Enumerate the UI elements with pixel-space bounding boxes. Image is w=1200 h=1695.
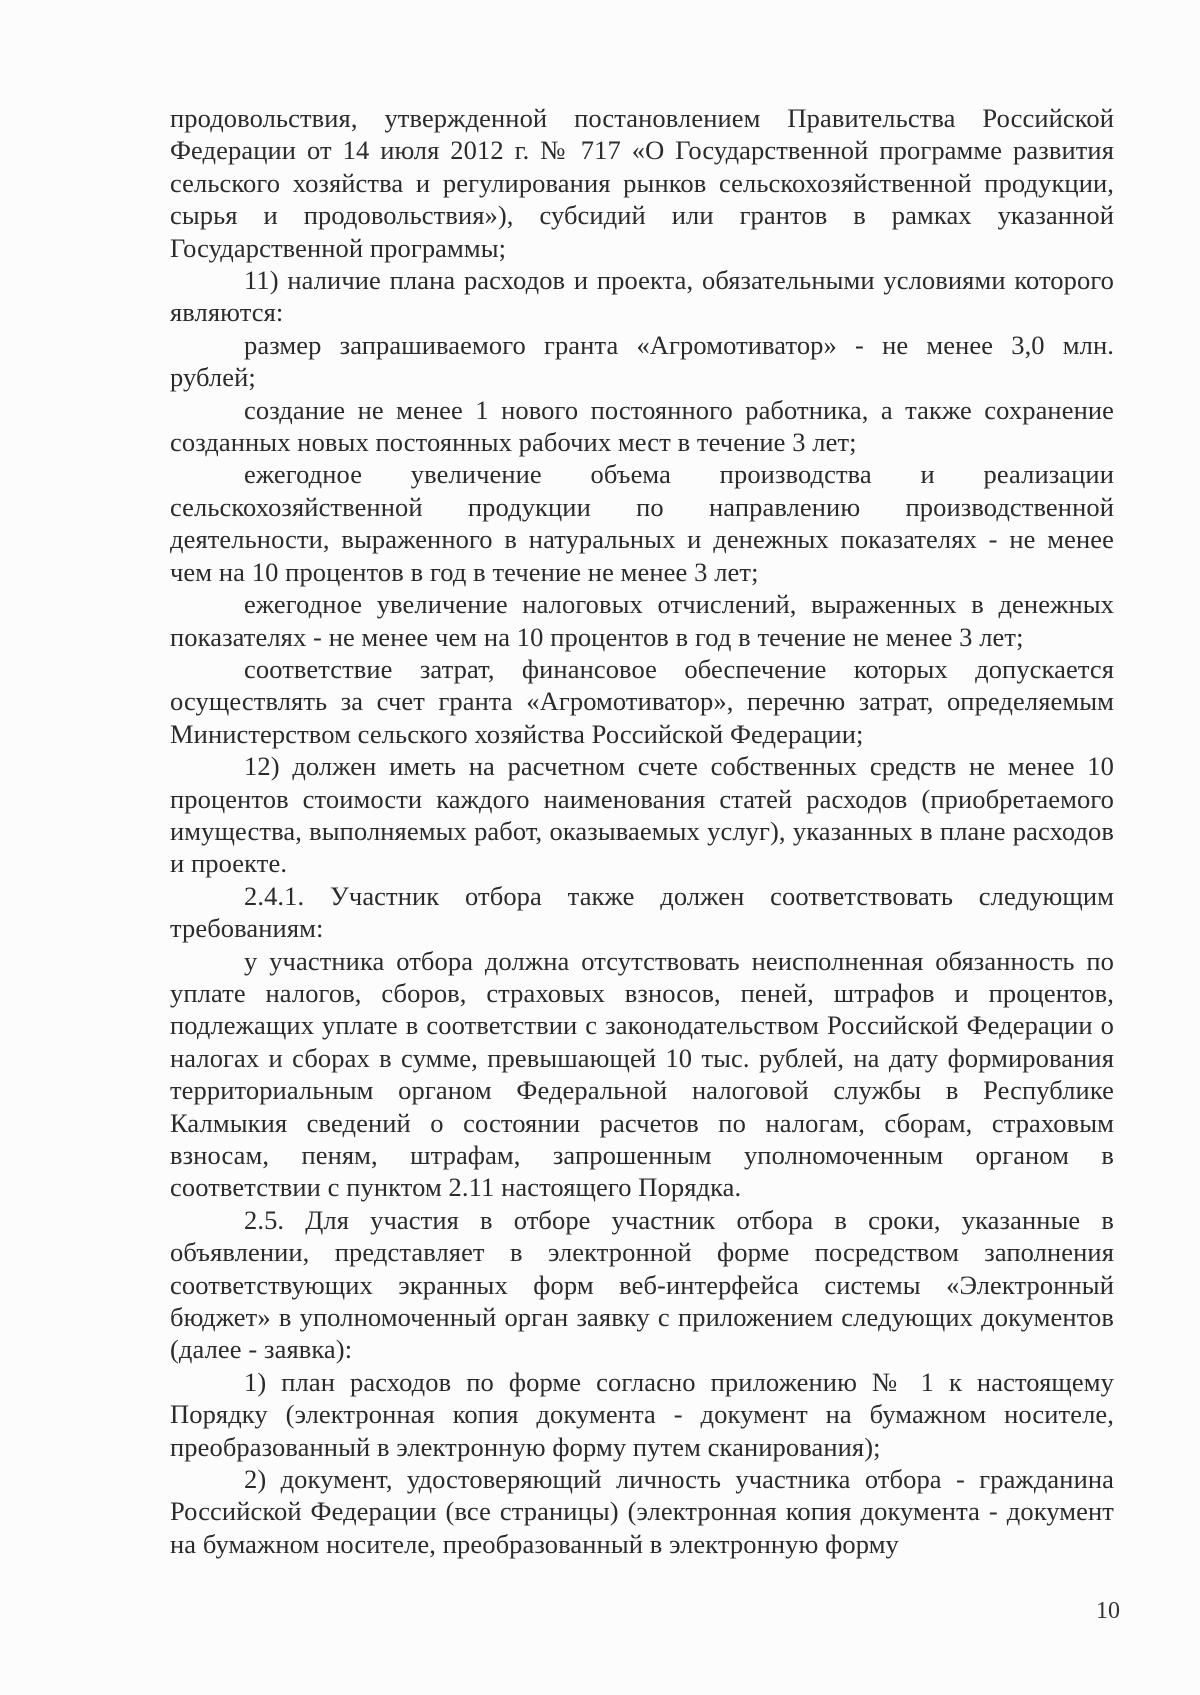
paragraph: продовольствия, утвержденной постановлением Правительства Российской Федерации от 14 июля 2012 г. № 717 «О Государственной программе развития сельского хозяйства и регулирования рынков сельскохозяйственной продукции, сырья и продовольствия»), субсидий или грантов в рамках указанной Государственной программы; xyxy=(170,103,1114,263)
paragraph: 2.5. Для участия в отборе участник отбора в сроки, указанные в объявлении, представляет в электронной форме посредством заполнения соответствующих экранных форм веб-интерфейса системы «Электронный бюджет» в уполномоченный орган заявку с приложением следующих документов (далее - заявка): xyxy=(170,1204,1114,1365)
paragraph: создание не менее 1 нового постоянного работника, а также сохранение созданных новых постоянных рабочих мест в течение 3 лет; xyxy=(170,394,1114,458)
paragraph: ежегодное увеличение объема производства и реализации сельскохозяйственной продукции по направлению производственной деятельности, выраженного в натуральных и денежных показателях - не менее чем на 10 процентов в год в течение не менее 3 лет; xyxy=(170,459,1114,587)
paragraph: соответствие затрат, финансовое обеспечение которых допускается осуществлять за счет гранта «Агромотиватор», перечню затрат, определяемым Министерством сельского хозяйства Российской Федерации; xyxy=(170,653,1114,749)
paragraph: у участника отбора должна отсутствовать неисполненная обязанность по уплате налогов, сборов, страховых взносов, пеней, штрафов и процентов, подлежащих уплате в соответствии с законодательством Российской Федерации о налогах и сборах в сумме, превышающей 10 тыс. рублей, на дату формирования территориальным органом Федеральной налоговой службы в Республике Калмыкия сведений о состоянии расчетов по налогам, сборам, страховым взносам, пеням, штрафам, запрошенным уполномоченным органом в соответствии с пунктом 2.11 настоящего Порядка. xyxy=(170,945,1114,1203)
paragraph: 11) наличие плана расходов и проекта, обязательными условиями которого являются: xyxy=(170,265,1114,328)
paragraph: ежегодное увеличение налоговых отчислений, выраженных в денежных показателях - не менее чем на 10 процентов в год в течение не менее 3 лет; xyxy=(170,589,1114,652)
page-number: 10 xyxy=(1096,1598,1120,1624)
paragraph: размер запрашиваемого гранта «Агромотиватор» - не менее 3,0 млн. рублей; xyxy=(170,329,1114,393)
document-body xyxy=(170,102,1114,1560)
paragraph: 1) план расходов по форме согласно приложению № 1 к настоящему Порядку (электронная копия документа - документ на бумажном носителе, преобразованный в электронную форму путем сканирования); xyxy=(170,1366,1114,1462)
paragraph: 2.4.1. Участник отбора также должен соответствовать следующим требованиям: xyxy=(170,880,1114,944)
paragraph: 12) должен иметь на расчетном счете собственных средств не менее 10 процентов стоимости каждого наименования статей расходов (приобретаемого имущества, выполняемых работ, оказываемых услуг), указанных в плане расходов и проекте. xyxy=(170,751,1114,879)
paragraph: 2) документ, удостоверяющий личность участника отбора - гражданина Российской Федерации (все страницы) (электронная копия документа - документ на бумажном носителе, преобразованный в электронную форму xyxy=(170,1464,1114,1559)
